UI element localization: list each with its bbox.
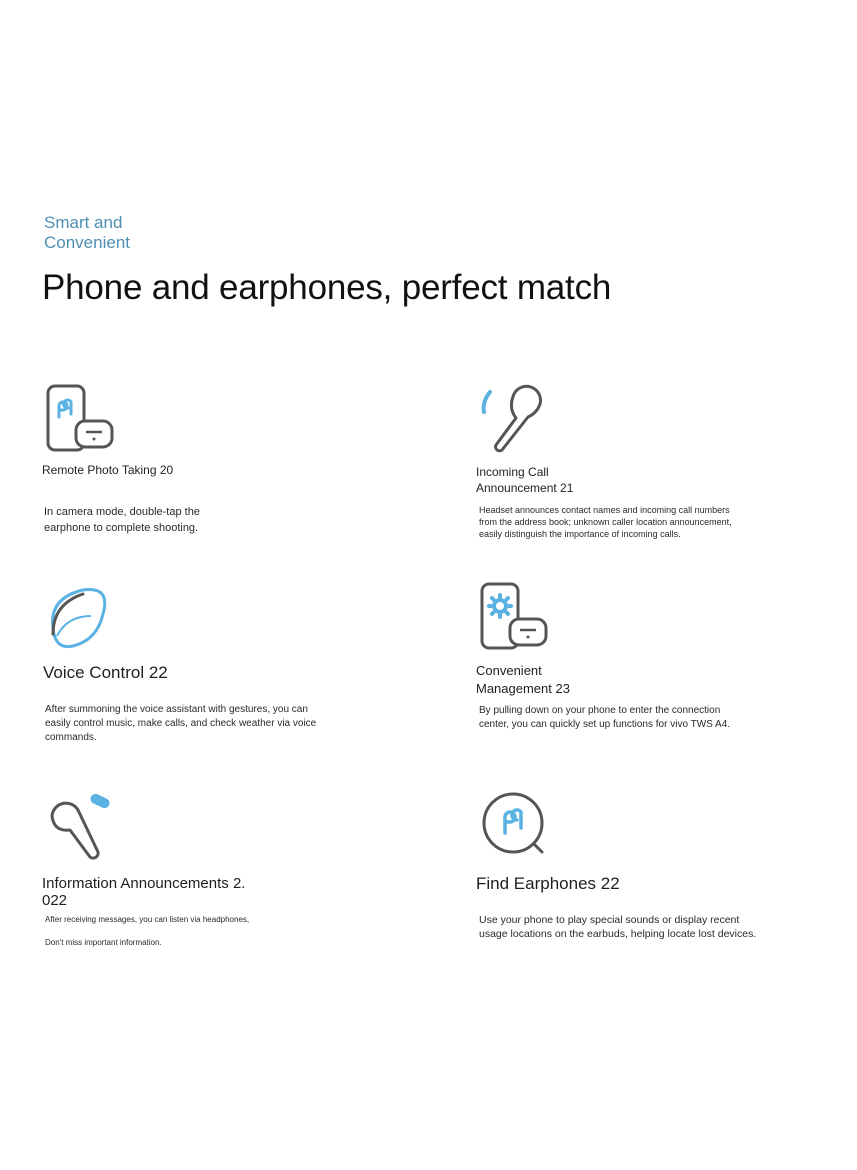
feature-description: In camera mode, double-tap the earphone to complete shooting. (44, 506, 200, 534)
feature-description: After receiving messages, you can listen via headphones, Don't miss important information. (45, 915, 250, 947)
earbud-message-icon (42, 790, 122, 870)
phone-earbuds-case-icon (42, 384, 122, 464)
find-earbuds-icon (476, 786, 556, 866)
feature-title: Incoming Call Announcement 21 (476, 465, 574, 495)
feature-description: By pulling down on your phone to enter the connection center, you can quickly set up functions for vivo TWS A4. (479, 705, 731, 730)
earbud-call-icon (476, 380, 556, 460)
feature-title: Convenient Management 23 (476, 663, 570, 696)
feature-description: Use your phone to play special sounds or display recent usage locations on the earbuds, helping locate lost devices. (479, 914, 757, 940)
feature-title: Information Announcements 2. 022 (42, 875, 246, 909)
feature-description: After summoning the voice assistant with gestures, you can easily control music, make calls, and check weather via voice commands. (45, 704, 317, 743)
phone-gear-case-icon (476, 580, 556, 660)
feature-title: Voice Control 22 (43, 663, 168, 682)
feature-title: Remote Photo Taking 20 (42, 463, 174, 477)
eyebrow-text: Smart and Convenient (44, 213, 131, 252)
voice-control-icon (43, 584, 123, 664)
feature-description: Headset announces contact names and incoming call numbers from the address book; unknown caller location announcement, easily distinguish the importance of incoming calls. (479, 505, 732, 539)
feature-title: Find Earphones 22 (476, 874, 620, 893)
page-title: Phone and earphones, perfect match (42, 268, 612, 307)
